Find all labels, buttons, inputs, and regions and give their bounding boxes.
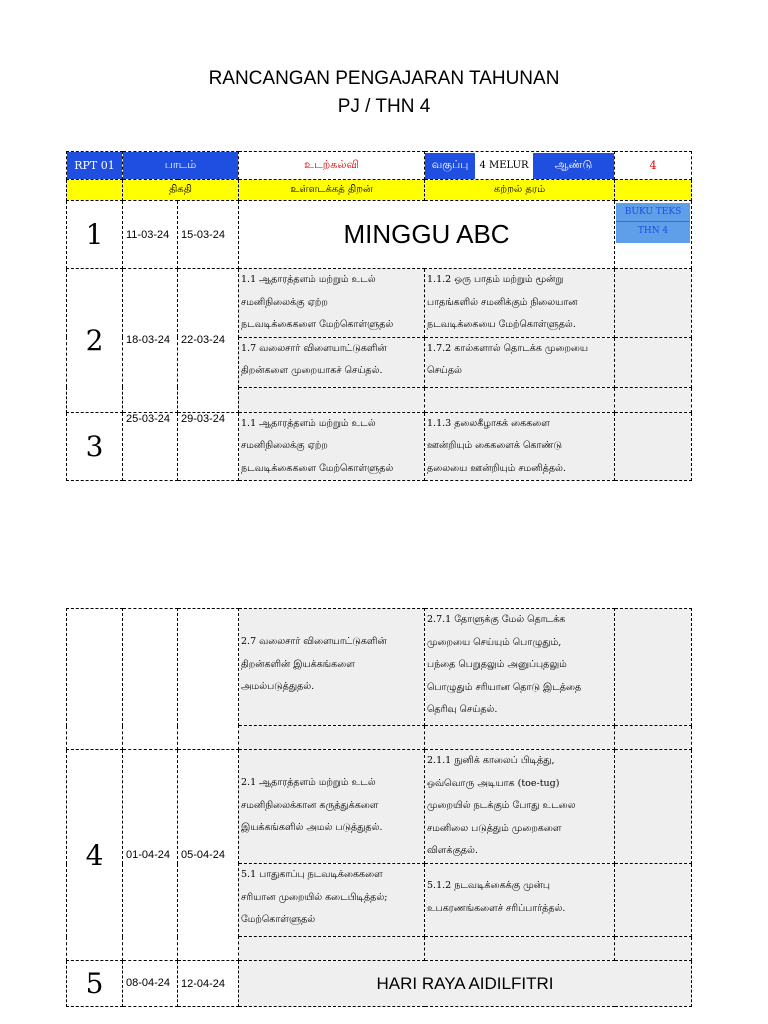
learning-standard: 5.1.2 நடவடிக்கைக்கு முன்பு உபகரணங்களைச் சரிப்பார்த்தல். (425, 864, 615, 937)
yearly-plan-table-page2 (66, 608, 692, 1007)
empty-cell (239, 726, 425, 750)
content-standard: 2.7 வலைசார் விளையாட்டுகளின் திறன்களின் இயக்கங்களை அமல்படுத்துதல். (239, 609, 425, 726)
week-end-date: 12-04-24 (178, 961, 239, 1007)
empty-cell (239, 937, 425, 961)
week-number: 3 (67, 412, 123, 481)
learning-standard: 2.7.1 தோளுக்கு மேல் தொடக்க முறையை செய்யும் பொழுதும், பந்தை பெறுதலும் அனுப்புதலும் பொழுதும் சரியான தொடு இடத்தை தெரிவு செய்தல். (425, 609, 615, 726)
empty-cell (615, 387, 692, 412)
week-number: 2 (67, 269, 123, 413)
empty-cell (615, 726, 692, 750)
content-standard: 1.7 வலைசார் விளையாட்டுகளின் திறன்களை முறையாகச் செய்தல். (239, 337, 425, 387)
week-end-date: 15-03-24 (178, 201, 239, 269)
year-value: 4 (615, 152, 692, 180)
class-label: வகுப்பு (425, 153, 475, 179)
subheader-empty-2 (615, 180, 692, 201)
document-title: RANCANGAN PENGAJARAN TAHUNAN (208, 68, 560, 89)
notes-cell (615, 412, 692, 481)
week-number: 4 (67, 750, 123, 961)
learning-standard: 2.1.1 நுனிக் காலைப் பிடித்து, ஒவ்வொரு அடியாக (toe-tug) முறையில் நடக்கும் போது உடலை சமனிலை படுத்தும் முறைகளை விளக்குதல். (425, 750, 615, 864)
week-start-date: 08-04-24 (123, 961, 178, 1007)
content-standard-header: உள்ளடக்கத் திறன் (239, 180, 425, 201)
table-row (67, 412, 692, 481)
week-number: 5 (67, 961, 123, 1007)
content-standard: 1.1 ஆதாரத்தளம் மற்றும் உடல் சமனிநிலைக்கு ஏற்ற நடவடிக்கைகளை மேற்கொள்ளுதல் (239, 269, 425, 338)
week-end-date: 22-03-24 (178, 269, 239, 413)
textbook-badge: BUKU TEKS THN 4 (616, 203, 690, 243)
document-subtitle: PJ / THN 4 (337, 96, 431, 117)
week-number: 1 (67, 201, 123, 269)
empty-cell (425, 937, 615, 961)
yearly-plan-table-page1 (66, 151, 692, 481)
subject-value: உடற்கல்வி (239, 152, 425, 180)
table-subheader-row (67, 180, 692, 201)
table-row (67, 961, 692, 1007)
week-event-label: HARI RAYA AIDILFITRI (239, 961, 692, 1007)
textbook-cell (615, 201, 692, 269)
subject-label: பாடம் (123, 152, 239, 180)
learning-standard-header: கற்றல் தரம் (425, 180, 615, 201)
week-start-date: 25-03-24 (123, 412, 178, 481)
empty-cell (425, 387, 615, 412)
week-start-date: 11-03-24 (123, 201, 178, 269)
learning-standard: 1.1.2 ஒரு பாதம் மற்றும் மூன்று பாதங்களில் சமனிக்கும் நிலையான நடவடிக்கையை மேற்கொள்ளுதல். (425, 269, 615, 338)
week-end-date (178, 609, 239, 750)
table-row (67, 201, 692, 269)
date-header: திகதி (123, 180, 239, 201)
week-event-label: MINGGU ABC (239, 201, 615, 269)
notes-cell (615, 337, 692, 387)
rpt-code: RPT 01 (67, 152, 123, 180)
year-label: ஆண்டு (533, 153, 614, 179)
table-row (67, 750, 692, 864)
content-standard: 1.1 ஆதாரத்தளம் மற்றும் உடல் சமனிநிலைக்கு ஏற்ற நடவடிக்கைகளை மேற்கொள்ளுதல் (239, 412, 425, 481)
week-end-date: 05-04-24 (178, 750, 239, 961)
content-standard: 5.1 பாதுகாப்பு நடவடிக்கைகளை சரியான முறையில் கடைபிடித்தல்; மேற்கொள்ளுதல் (239, 864, 425, 937)
week-number (67, 609, 123, 750)
empty-cell (239, 387, 425, 412)
notes-cell (615, 269, 692, 338)
table-row (67, 269, 692, 338)
notes-cell (615, 864, 692, 937)
week-end-date: 29-03-24 (178, 412, 239, 481)
subheader-empty (67, 180, 123, 201)
table-header-row (67, 152, 692, 180)
empty-cell (615, 937, 692, 961)
table-row (67, 609, 692, 726)
learning-standard: 1.1.3 தலைகீழாகக் கைகளை ஊன்றியும் கைகளைக் கொண்டு தலையை ஊன்றியும் சமனித்தல். (425, 412, 615, 481)
week-start-date (123, 609, 178, 750)
notes-cell (615, 609, 692, 726)
content-standard: 2.1 ஆதாரத்தளம் மற்றும் உடல் சமனிநிலைக்கான கருத்துக்களை இயக்கங்களில் அமல் படுத்துதல். (239, 750, 425, 864)
empty-cell (425, 726, 615, 750)
learning-standard: 1.7.2 கால்களால் தொடக்க முறையை செய்தல் (425, 337, 615, 387)
notes-cell (615, 750, 692, 864)
class-value: 4 MELUR (479, 160, 529, 171)
week-start-date: 01-04-24 (123, 750, 178, 961)
week-start-date: 18-03-24 (123, 269, 178, 413)
class-cell (425, 152, 615, 180)
